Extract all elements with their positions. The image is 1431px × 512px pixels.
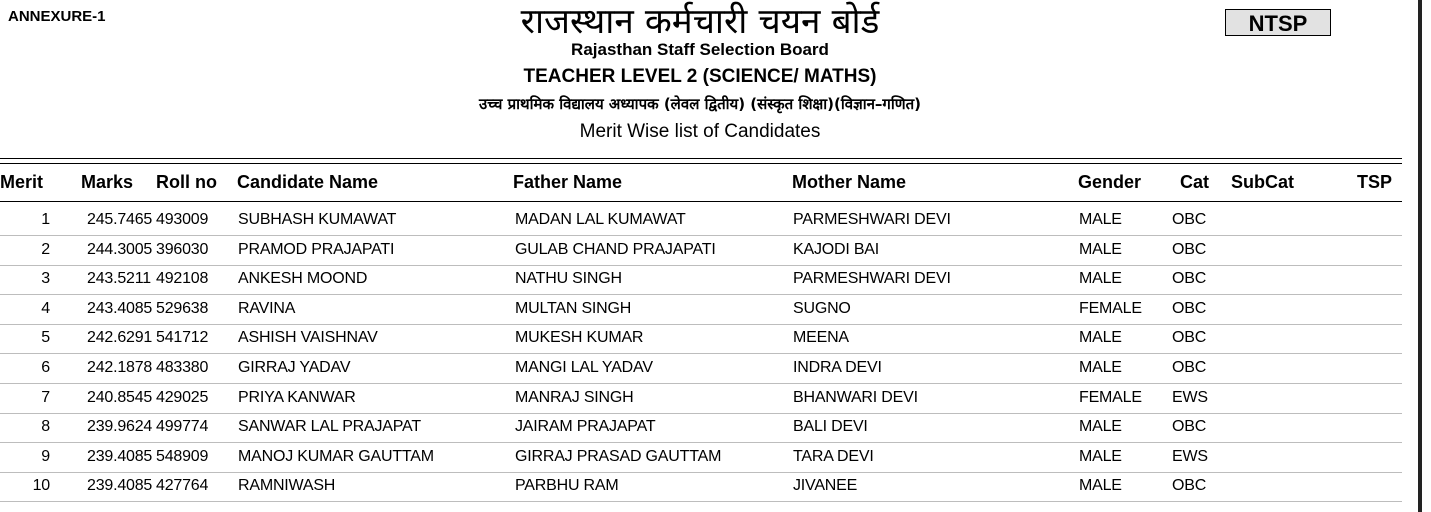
cell-father: GIRRAJ PRASAD GAUTTAM <box>515 447 722 465</box>
cell-marks: 239.4085 <box>87 477 153 495</box>
cell-name: RAVINA <box>238 299 296 317</box>
cell-name: RAMNIWASH <box>238 477 336 495</box>
cell-father: NATHU SINGH <box>515 270 622 288</box>
table-row <box>0 236 1402 266</box>
cell-marks: 242.6291 <box>87 329 153 347</box>
cell-mother: INDRA DEVI <box>793 359 882 376</box>
cell-name: MANOJ KUMAR GAUTTAM <box>238 447 434 465</box>
cell-cat: OBC <box>1172 299 1207 317</box>
table-row <box>0 324 1402 354</box>
cell-roll: 427764 <box>156 477 209 495</box>
cell-mother: MEENA <box>793 329 849 347</box>
cell-name: PRIYA KANWAR <box>238 388 356 406</box>
cell-mother: KAJODI BAI <box>793 240 880 258</box>
cell-merit: 9 <box>41 447 50 465</box>
cell-gender: MALE <box>1079 447 1122 465</box>
table-row <box>0 295 1402 325</box>
header-tsp: TSP <box>1357 172 1393 192</box>
cell-roll: 396030 <box>156 240 209 258</box>
cell-gender: MALE <box>1079 270 1122 288</box>
header-merit: Merit <box>0 172 44 192</box>
cell-father: MANRAJ SINGH <box>515 388 634 406</box>
cell-cat: OBC <box>1172 418 1207 436</box>
cell-name: ANKESH MOOND <box>238 270 368 288</box>
cell-mother: PARMESHWARI DEVI <box>793 270 951 288</box>
cell-mother: BHANWARI DEVI <box>793 388 918 406</box>
header-candidate-name: Candidate Name <box>237 172 379 192</box>
cell-cat: EWS <box>1172 388 1208 406</box>
cell-gender: FEMALE <box>1079 299 1142 317</box>
header-father-name: Father Name <box>513 172 623 192</box>
cell-gender: MALE <box>1079 211 1122 228</box>
cell-mother: SUGNO <box>793 299 851 317</box>
cell-roll: 493009 <box>156 211 209 228</box>
cell-father: MADAN LAL KUMAWAT <box>515 211 686 228</box>
cell-name: PRAMOD PRAJAPATI <box>238 240 395 258</box>
header-bottom-rule <box>0 201 1402 202</box>
table-row <box>0 413 1402 443</box>
cell-marks: 245.7465 <box>87 211 153 228</box>
cell-father: MUKESH KUMAR <box>515 329 644 347</box>
table-row <box>0 265 1402 295</box>
cell-father: MANGI LAL YADAV <box>515 359 653 376</box>
board-title-hindi: राजस्थान कर्मचारी चयन बोर्ड <box>520 2 880 42</box>
cell-name: ASHISH VAISHNAV <box>238 329 378 347</box>
cell-mother: BALI DEVI <box>793 418 868 436</box>
cell-marks: 243.4085 <box>87 299 153 317</box>
cell-gender: MALE <box>1079 359 1122 376</box>
cell-merit: 2 <box>41 240 50 258</box>
cell-cat: EWS <box>1172 447 1208 465</box>
table-top-rule-inner <box>0 163 1402 164</box>
board-title-english: Rajasthan Staff Selection Board <box>571 40 829 59</box>
table-top-rule <box>0 158 1402 159</box>
table-row <box>0 472 1402 502</box>
cell-cat: OBC <box>1172 329 1207 347</box>
cell-cat: OBC <box>1172 477 1207 495</box>
cell-gender: MALE <box>1079 329 1122 347</box>
cell-gender: MALE <box>1079 240 1122 258</box>
table-row <box>0 354 1402 384</box>
cell-name: SUBHASH KUMAWAT <box>238 211 397 228</box>
cell-gender: MALE <box>1079 477 1122 495</box>
cell-marks: 242.1878 <box>87 359 153 376</box>
cell-roll: 429025 <box>156 388 209 406</box>
table-row <box>0 443 1402 473</box>
ntsp-badge: NTSP <box>1225 9 1331 36</box>
header-mother-name: Mother Name <box>792 172 907 192</box>
cell-marks: 239.9624 <box>87 418 153 436</box>
cell-gender: MALE <box>1079 418 1122 436</box>
cell-marks: 239.4085 <box>87 447 153 465</box>
cell-marks: 244.3005 <box>87 240 153 258</box>
cell-name: GIRRAJ YADAV <box>238 359 351 376</box>
scrollbar-track[interactable] <box>1418 0 1431 512</box>
cell-cat: OBC <box>1172 359 1207 376</box>
cell-mother: JIVANEE <box>793 477 858 495</box>
cell-marks: 243.5211 <box>87 270 151 288</box>
cell-mother: PARMESHWARI DEVI <box>793 211 951 228</box>
header-subcat: SubCat <box>1231 172 1294 192</box>
cell-roll: 499774 <box>156 418 209 436</box>
cell-merit: 5 <box>41 329 50 347</box>
cell-roll: 529638 <box>156 299 209 317</box>
table-row <box>0 206 1402 236</box>
cell-roll: 548909 <box>156 447 209 465</box>
cell-merit: 4 <box>41 299 50 317</box>
header-cat: Cat <box>1180 172 1210 192</box>
table-row <box>0 384 1402 414</box>
cell-marks: 240.8545 <box>87 388 153 406</box>
annexure-label: ANNEXURE-1 <box>8 8 106 25</box>
cell-father: JAIRAM PRAJAPAT <box>515 418 656 436</box>
cell-merit: 6 <box>41 359 50 376</box>
cell-cat: OBC <box>1172 211 1207 228</box>
cell-merit: 7 <box>41 388 50 406</box>
cell-merit: 1 <box>41 211 50 228</box>
cell-merit: 3 <box>41 270 50 288</box>
cell-cat: OBC <box>1172 240 1207 258</box>
cell-roll: 492108 <box>156 270 209 288</box>
cell-cat: OBC <box>1172 270 1207 288</box>
cell-roll: 541712 <box>156 329 209 347</box>
exam-subtitle-hindi: उच्च प्राथमिक विद्यालय अध्यापक (लेवल द्वितीय) (संस्कृत शिक्षा)(विज्ञान–गणित) <box>479 95 921 113</box>
header-gender: Gender <box>1078 172 1142 192</box>
cell-gender: FEMALE <box>1079 388 1142 406</box>
list-title: Merit Wise list of Candidates <box>579 121 821 142</box>
header-marks: Marks <box>81 172 134 192</box>
exam-level-title: TEACHER LEVEL 2 (SCIENCE/ MATHS) <box>523 66 877 87</box>
cell-merit: 10 <box>32 477 50 495</box>
cell-roll: 483380 <box>156 359 209 376</box>
cell-name: SANWAR LAL PRAJAPAT <box>238 418 421 436</box>
cell-merit: 8 <box>41 418 50 436</box>
cell-father: GULAB CHAND PRAJAPATI <box>515 240 716 258</box>
cell-father: MULTAN SINGH <box>515 299 632 317</box>
cell-mother: TARA DEVI <box>793 447 874 465</box>
header-roll-no: Roll no <box>156 172 217 192</box>
cell-father: PARBHU RAM <box>515 477 619 495</box>
